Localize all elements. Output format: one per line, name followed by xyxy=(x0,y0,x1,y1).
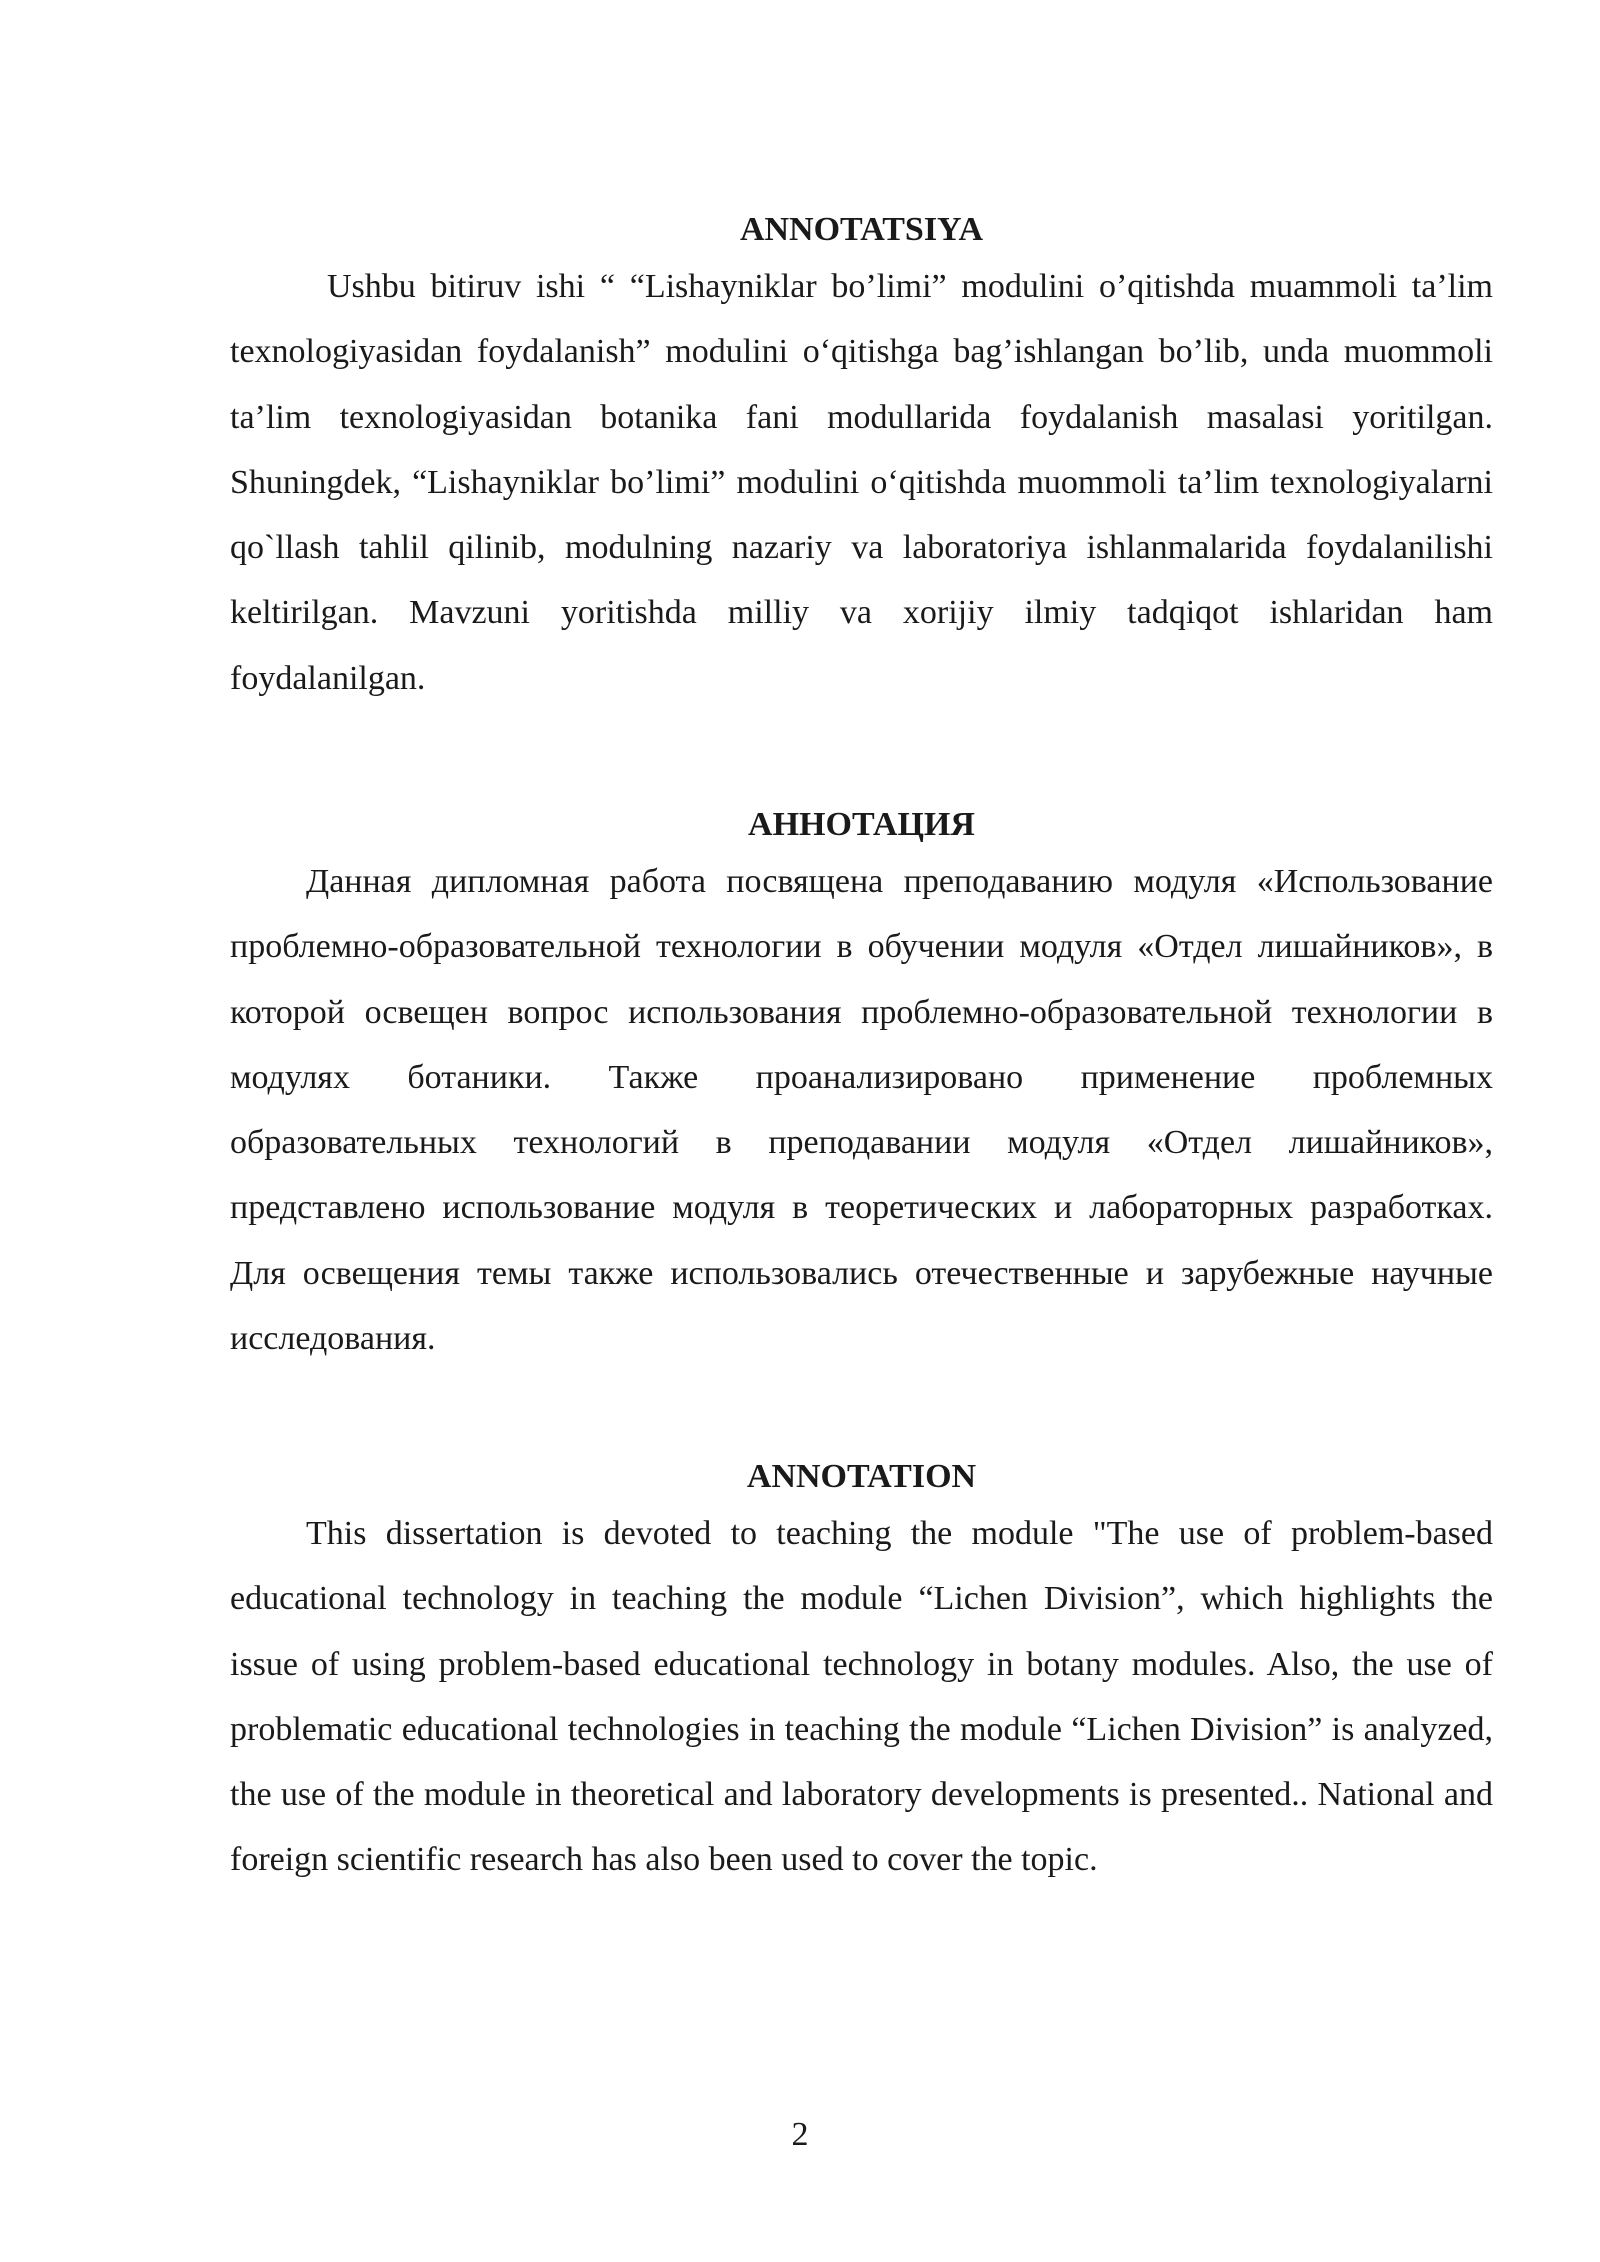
heading-annotatsiya: ANNOTATSIYA xyxy=(739,211,984,248)
paragraph-russian: Данная дипломная работа посвящена преподаванию модуля «Использование проблемно-образовательной технологии в обучении модуля «Отдел лишайников», в которой освещен вопрос использования проблемно-образовательной технологии в модулях ботаники. Также проанализировано применение проблемных образовательных технологий в преподавании модуля «Отдел лишайников», представлено использование модуля в теоретических и лабораторных разработках. Для освещения темы также использовались отечественные и зарубежные научные исследования. xyxy=(230,863,1493,1358)
page-number: 2 xyxy=(791,2116,809,2153)
paragraph-english: This dissertation is devoted to teaching the module "The use of problem-based educational technology in teaching the module “Lichen Division”, which highlights the issue of using problem-based educational technology in botany modules. Also, the use of problematic educational technologies in teaching the module “Lichen Division” is analyzed, the use of the module in theoretical and laboratory developments is presented.. National and foreign scientific research has also been used to cover the topic. xyxy=(230,1515,1493,1879)
heading-annotaciya: АННОТАЦИЯ xyxy=(748,806,975,843)
annotation-uzbek xyxy=(230,210,1493,711)
annotation-english xyxy=(230,1457,1493,1893)
annotation-russian xyxy=(230,805,1493,1371)
heading-annotation: ANNOTATION xyxy=(746,1458,977,1495)
paragraph-uzbek: Ushbu bitiruv ishi “ “Lishayniklar bo’limi” modulini o’qitishda muammoli ta’lim texnologiyasidan foydalanish” modulini o‘qitishga bag’ishlangan bo’lib, unda muommoli ta’lim texnologiyasidan botanika fani modullarida foydalanish masalasi yoritilgan. Shuningdek, “Lishayniklar bo’limi” modulini o‘qitishda muommoli ta’lim texnologiyalarni qo`llash tahlil qilinib, modulning nazariy va laboratoriya ishlanmalarida foydalanilishi keltirilgan. Mavzuni yoritishda milliy va xorijiy ilmiy tadqiqot ishlaridan ham foydalanilgan. xyxy=(230,268,1493,697)
